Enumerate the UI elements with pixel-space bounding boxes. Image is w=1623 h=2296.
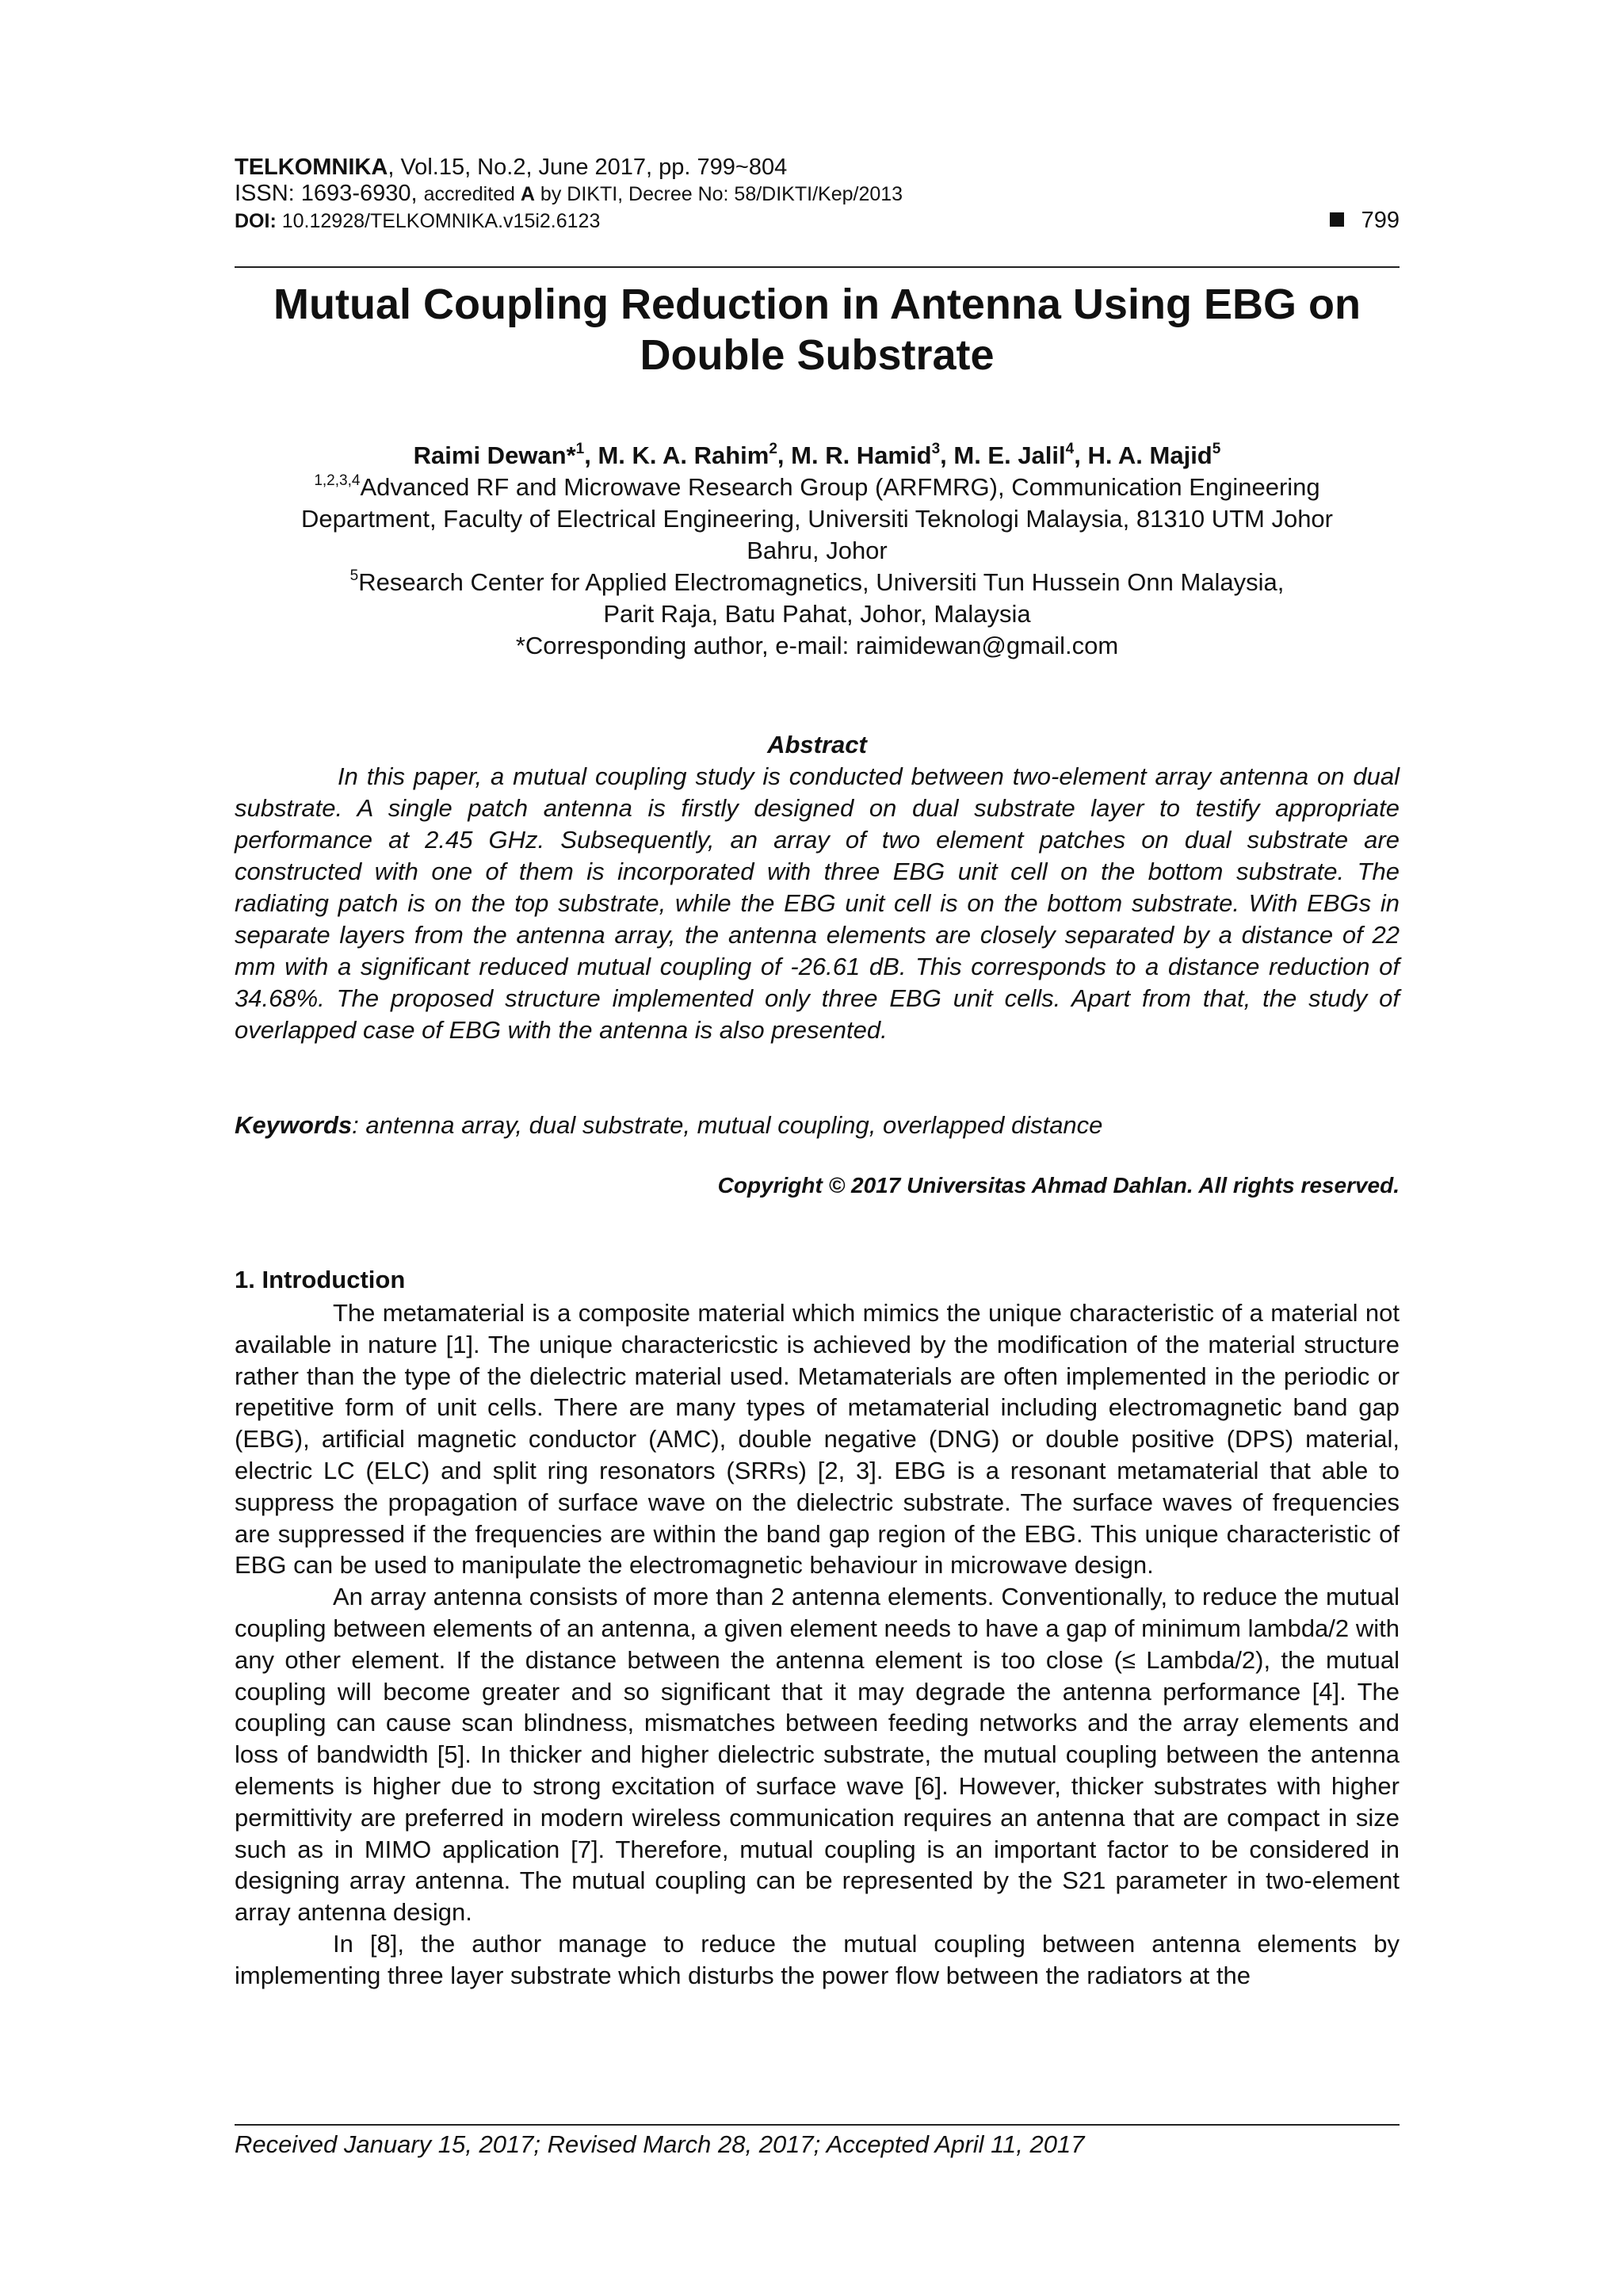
author-4: , M. E. Jalil [940, 441, 1066, 469]
keywords-label: Keywords [235, 1111, 353, 1139]
accreditation-grade: A [520, 183, 535, 205]
abstract-heading: Abstract [767, 731, 867, 758]
title-line-1: Mutual Coupling Reduction in Antenna Using EBG on [273, 281, 1361, 328]
affiliation-2-line-2: Parit Raja, Batu Pahat, Johor, Malaysia [603, 600, 1031, 628]
journal-header [235, 155, 1400, 235]
issn: ISSN: 1693-6930, [235, 181, 424, 206]
author-2-sup: 2 [769, 440, 777, 457]
section-heading: 1. Introduction [235, 1266, 406, 1293]
square-bullet-icon [1330, 212, 1344, 227]
affiliation-2-line-1 [235, 567, 1400, 598]
affiliation-2-text: Research Center for Applied Electromagnetics, Universiti Tun Hussein Onn Malaysia, [358, 568, 1285, 596]
journal-line [235, 155, 1400, 181]
paper-title [235, 279, 1400, 380]
author-2: , M. K. A. Rahim [584, 441, 769, 469]
author-3: , M. R. Hamid [777, 441, 932, 469]
keywords-text: : antenna array, dual substrate, mutual coupling, overlapped distance [352, 1111, 1103, 1139]
paragraph: In [8], the author manage to reduce the mutual coupling between antenna elements by implementing three layer substrate which disturbs the power flow between the radiators at the [235, 1929, 1400, 1989]
author-names [235, 440, 1400, 472]
author-5-sup: 5 [1212, 440, 1221, 457]
affiliation-1-line-2: Department, Faculty of Electrical Engineering, Universiti Teknologi Malaysia, 81310 UTM Johor [300, 505, 1333, 533]
keywords [235, 1110, 1400, 1141]
introduction-body [235, 1297, 1400, 1992]
page-number [1330, 208, 1400, 234]
doi-value: 10.12928/TELKOMNIKA.v15i2.6123 [276, 210, 601, 232]
author-1: Raimi Dewan* [413, 441, 576, 469]
affiliation-1-line-3: Bahru, Johor [747, 537, 888, 564]
dikti-decree: by DIKTI, Decree No: 58/DIKTI/Kep/2013 [534, 183, 903, 205]
received-dates: Received January 15, 2017; Revised March 28, 2017; Accepted April 11, 2017 [235, 2130, 1085, 2158]
author-4-sup: 4 [1065, 440, 1075, 457]
author-3-sup: 3 [931, 440, 941, 457]
corresponding-author: *Corresponding author, e-mail: raimidewan@gmail.com [515, 632, 1119, 659]
author-5: , H. A. Majid [1074, 441, 1212, 469]
journal-issue: , Vol.15, No.2, June 2017, pp. 799~804 [388, 155, 788, 180]
issn-line [235, 181, 1400, 208]
paragraph: The metamaterial is a composite material which mimics the unique characteristic of a material not available in nature [1]. The unique charactericstic is achieved by the modification of the material structure rather than the type of the dielectric material used. Metamaterials are often implemented in the periodic or repetitive form of unit cells. There are many types of metamaterial including electromagnetic band gap (EBG), artificial magnetic conductor (AMC), double negative (DNG) or double positive (DPS) material, electric LC (ELC) and split ring resonators (SRRs) [2, 3]. EBG is a resonant metamaterial that able to suppress the propagation of surface wave on the dielectric substrate. The surface waves of frequencies are suppressed if the frequencies are within the band gap region of the EBG. This unique characteristic of EBG can be used to manipulate the electromagnetic behaviour in microwave design. [235, 1299, 1400, 1580]
journal-name: TELKOMNIKA [235, 155, 388, 180]
affiliation-1-sup: 1,2,3,4 [314, 472, 361, 489]
doi-label: DOI: [235, 210, 277, 232]
affiliation-2-sup: 5 [349, 567, 359, 584]
copyright-notice: Copyright © 2017 Universitas Ahmad Dahlan. All rights reserved. [717, 1173, 1400, 1198]
accredited-text: accredited [423, 183, 521, 205]
affiliation-1-text: Advanced RF and Microwave Research Group (ARFMRG), Communication Engineering [360, 473, 1320, 501]
paragraph: An array antenna consists of more than 2 antenna elements. Conventionally, to reduce the mutual coupling between elements of an antenna, a given element needs to have a gap of minimum lambda/2 with any other element. If the distance between the antenna element is too close (≤ Lambda/2), the mutual coupling will become greater and so significant that it may degrade the antenna performance [4]. The coupling can cause scan blindness, mismatches between feeding networks and the array elements and loss of bandwidth [5]. In thicker and higher dielectric substrate, the mutual coupling between the antenna elements is higher due to strong excitation of surface wave [6]. However, thicker substrates with higher permittivity are preferred in modern wireless communication requires an antenna that are compact in size such as in MIMO application [7]. Therefore, mutual coupling is an important factor to be considered in designing array antenna. The mutual coupling can be represented by the S21 parameter in two-element array antenna design. [235, 1583, 1400, 1927]
header-rule [235, 266, 1400, 268]
title-line-2: Double Substrate [640, 331, 995, 379]
author-1-sup: 1 [575, 440, 585, 457]
abstract-text: In this paper, a mutual coupling study is conducted between two-element array antenna on dual substrate. A single patch antenna is firstly designed on dual substrate layer to testify appropriate performance at 2.45 GHz. Subsequently, an array of two element patches on dual substrate are constructed with one of them is incorporated with three EBG unit cell on the bottom substrate. The radiating patch is on the top substrate, while the EBG unit cell is on the bottom substrate. With EBGs in separate layers from the antenna array, the antenna elements are closely separated by a distance of 22 mm with a significant reduced mutual coupling of -26.61 dB. This corresponds to a distance reduction of 34.68%. The proposed structure implemented only three EBG unit cells. Apart from that, the study of overlapped case of EBG with the antenna is also presented. [235, 762, 1400, 1044]
authors-block [235, 440, 1400, 662]
doi-line [235, 208, 1400, 235]
page-number-value: 799 [1361, 208, 1400, 233]
affiliation-1-line-1 [235, 472, 1400, 503]
footer-rule [235, 2124, 1400, 2126]
